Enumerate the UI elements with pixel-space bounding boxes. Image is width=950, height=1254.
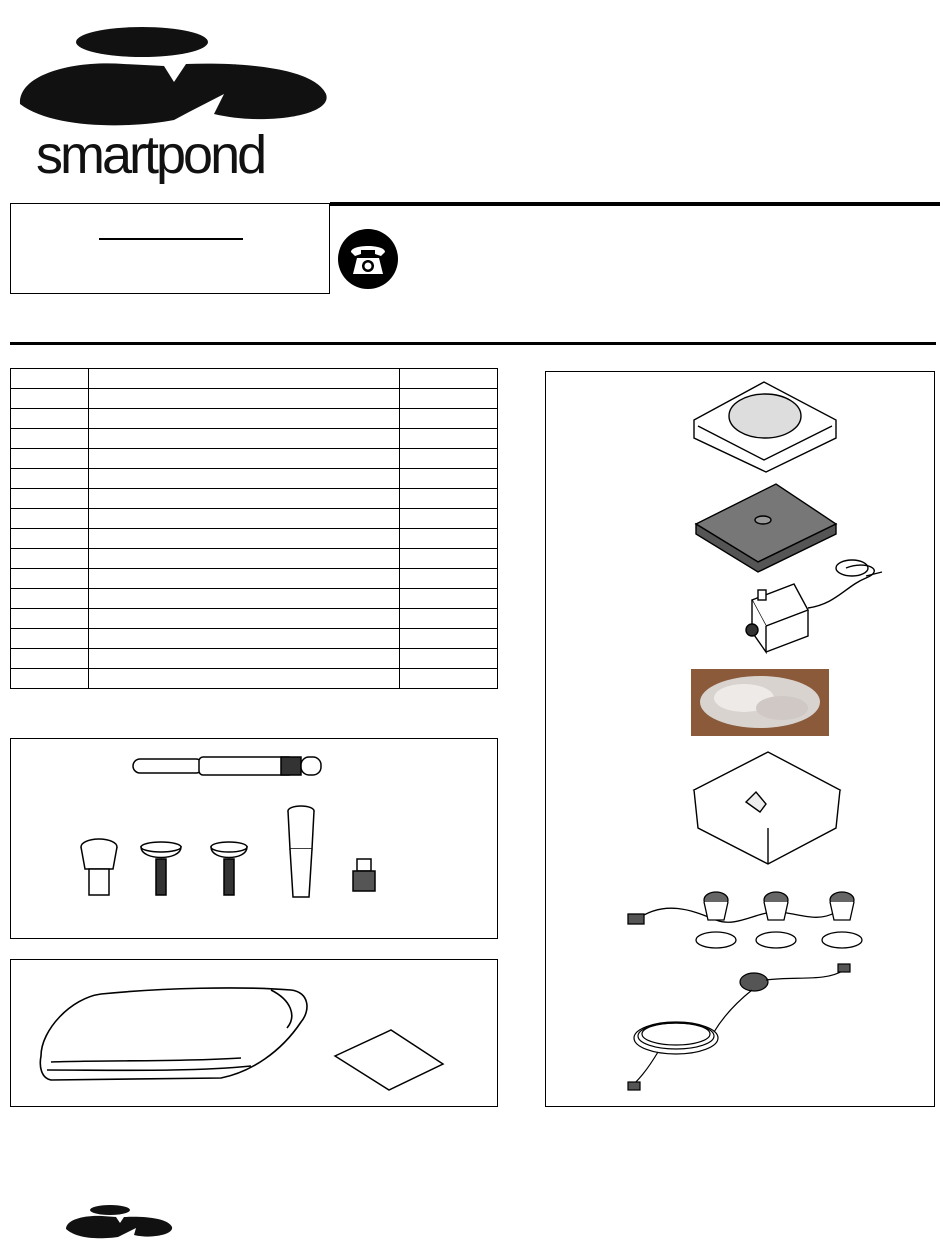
table-row [11,649,498,669]
footer-logo [64,1203,174,1243]
table-cell [89,609,400,629]
table-cell [11,549,89,569]
table-cell [89,449,400,469]
table-cell [400,649,498,669]
liner-patch [335,1030,443,1090]
table-cell [11,429,89,449]
bio-media [691,669,829,736]
cone-nozzle [288,806,314,897]
table-cell [11,469,89,489]
tulip-nozzle [81,839,117,895]
liner-kit-box [10,959,498,1107]
adapter [353,859,375,891]
telephone-icon [337,228,399,290]
table-cell [400,629,498,649]
filter-box [694,752,840,864]
table-cell [400,369,498,389]
pond-liner [40,988,307,1080]
model-underline [99,238,243,240]
table-row [11,609,498,629]
filter-kit-box [545,371,935,1107]
table-cell [89,569,400,589]
table-cell [400,389,498,409]
table-cell [11,649,89,669]
table-cell [89,429,400,449]
table-cell [89,389,400,409]
transformer-cable [628,964,850,1090]
table-cell [11,669,89,689]
table-cell [11,529,89,549]
table-cell [11,569,89,589]
table-cell [89,549,400,569]
filter-kit-illustration [546,372,934,1106]
table-cell [400,569,498,589]
pump [746,560,882,652]
filter-foam-pad [696,484,836,572]
liner-kit-illustration [11,960,497,1106]
nozzle-kit-illustration [11,739,497,938]
section-rule [10,342,936,345]
table-cell [89,409,400,429]
extension-tube [133,757,321,775]
table-cell [400,409,498,429]
model-box [10,203,330,294]
table-row [11,589,498,609]
table-cell [89,629,400,649]
table-cell [400,589,498,609]
table-cell [400,429,498,449]
table-cell [400,609,498,629]
table-cell [400,529,498,549]
table-cell [89,589,400,609]
table-cell [89,369,400,389]
table-cell [89,649,400,669]
parts-table [10,368,498,689]
nozzle-kit-box [10,738,498,939]
table-cell [400,469,498,489]
table-cell [11,509,89,529]
table-cell [89,469,400,489]
table-cell [400,669,498,689]
table-row [11,529,498,549]
table-cell [89,509,400,529]
table-row [11,669,498,689]
table-cell [11,629,89,649]
table-row [11,549,498,569]
table-row [11,629,498,649]
table-row [11,489,498,509]
table-row [11,469,498,489]
filter-grate [694,382,836,472]
header-rule [330,202,940,206]
table-cell [11,609,89,629]
table-cell [400,489,498,509]
table-row [11,389,498,409]
table-cell [11,389,89,409]
brand-logo [14,24,334,194]
table-cell [400,509,498,529]
table-cell [89,529,400,549]
table-cell [11,489,89,509]
table-cell [11,369,89,389]
table-row [11,429,498,449]
table-row [11,449,498,469]
table-cell [89,489,400,509]
mushroom-nozzle-small [211,842,247,895]
table-cell [11,589,89,609]
table-row [11,369,498,389]
lily-pad-logo [14,24,334,134]
table-cell [400,449,498,469]
table-cell [400,549,498,569]
mushroom-nozzle [141,842,181,895]
lily-pad-logo-small [64,1203,174,1243]
table-row [11,569,498,589]
table-row [11,409,498,429]
table-cell [89,669,400,689]
led-light-set [628,892,862,948]
table-cell [11,449,89,469]
table-cell [11,409,89,429]
brand-wordmark: smartpond [36,125,265,185]
table-row [11,509,498,529]
